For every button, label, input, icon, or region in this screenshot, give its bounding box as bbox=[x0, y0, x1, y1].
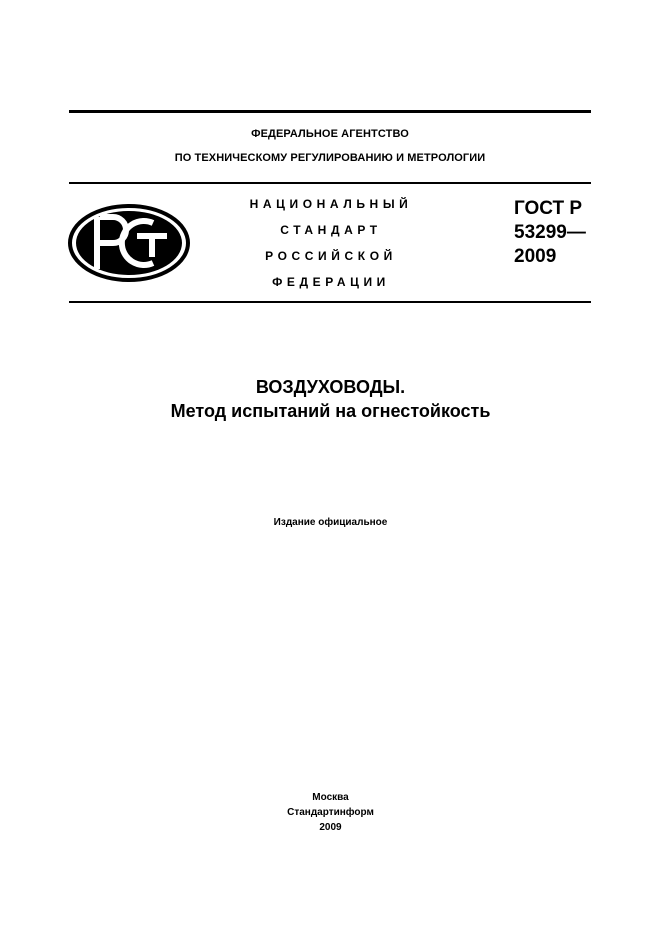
national-standard-line-2: СТАНДАРТ bbox=[280, 223, 382, 237]
standard-designation-line-1: ГОСТ Р bbox=[514, 198, 583, 219]
edition-note: Издание официальное bbox=[273, 517, 388, 528]
imprint-publisher: Стандартинформ bbox=[287, 807, 374, 818]
standard-designation-line-3: 2009 bbox=[514, 246, 557, 267]
imprint-year: 2009 bbox=[319, 822, 342, 833]
document-title: ВОЗДУХОВОДЫ. bbox=[255, 377, 406, 397]
imprint-city: Москва bbox=[312, 792, 349, 803]
national-standard-line-1: НАЦИОНАЛЬНЫЙ bbox=[249, 197, 413, 211]
top-divider bbox=[69, 110, 591, 113]
agency-name-line-1: ФЕДЕРАЛЬНОЕ АГЕНТСТВО bbox=[251, 128, 409, 140]
national-standard-line-4: ФЕДЕРАЦИИ bbox=[272, 275, 390, 289]
agency-name-line-2: ПО ТЕХНИЧЕСКОМУ РЕГУЛИРОВАНИЮ И МЕТРОЛОГИИ bbox=[174, 152, 486, 164]
rst-certification-mark-icon bbox=[67, 203, 191, 283]
header-bottom-divider bbox=[69, 301, 591, 303]
document-subtitle: Метод испытаний на огнестойкость bbox=[170, 401, 491, 421]
standard-designation-line-2: 53299— bbox=[514, 222, 586, 243]
national-standard-line-3: РОССИЙСКОЙ bbox=[265, 249, 397, 263]
header-divider bbox=[69, 182, 591, 184]
